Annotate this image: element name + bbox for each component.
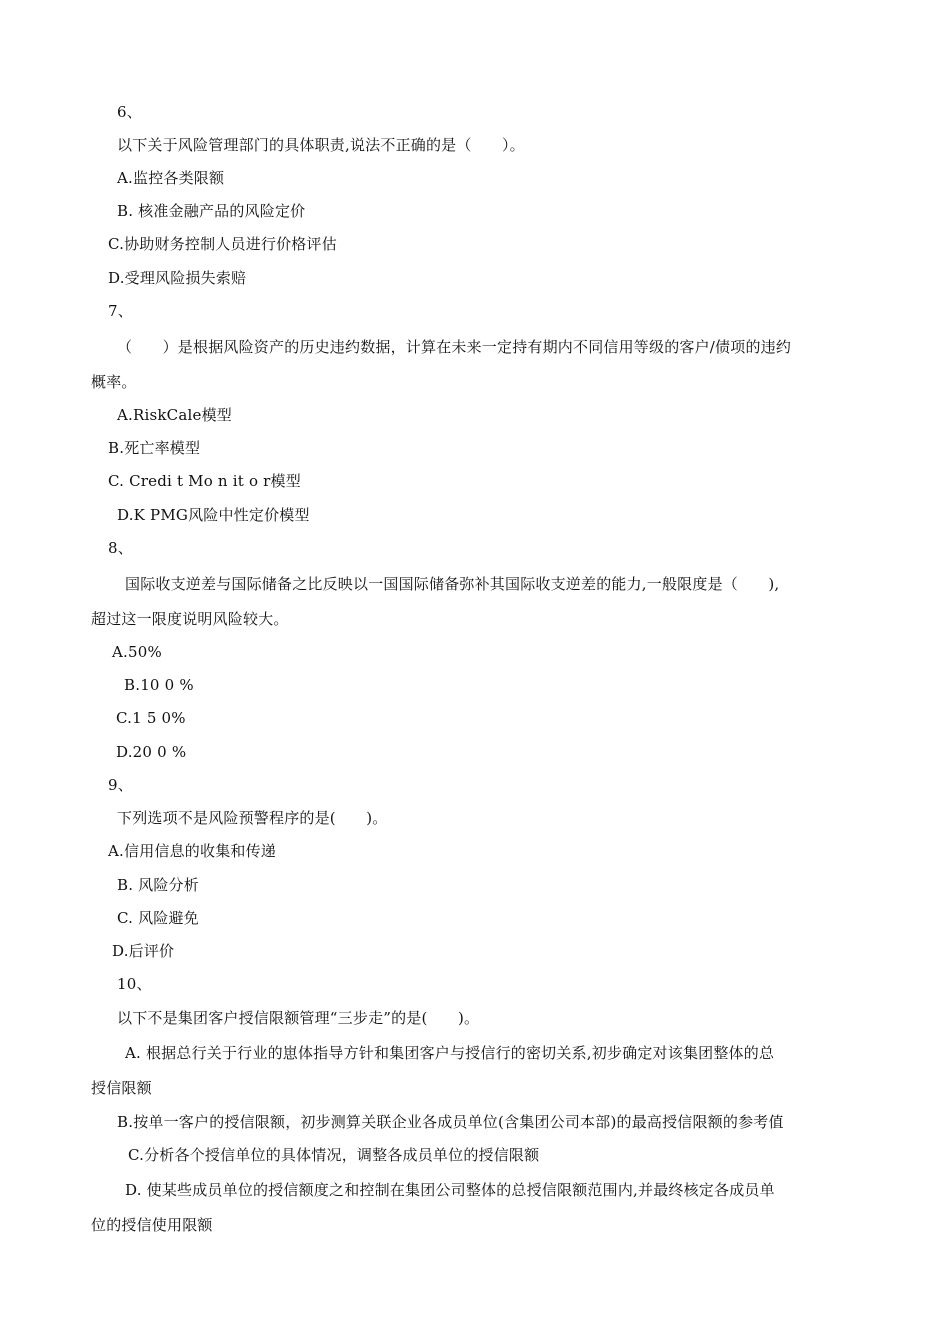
question-6-option-d: D.受理风险损失索赔 xyxy=(108,269,247,287)
question-9-option-c: C. 风险避免 xyxy=(117,909,199,927)
question-10-option-c: C.分析各个授信单位的具体情况，调整各成员单位的授信限额 xyxy=(128,1146,540,1164)
question-7-stem-line-2: 概率。 xyxy=(91,373,137,391)
question-8-stem-line-1: 国际收支逆差与国际储备之比反映以一国国际储备弥补其国际收支逆差的能力,一般限度是（ ), xyxy=(125,575,780,593)
question-8-option-c: C.1 5 0% xyxy=(116,709,186,727)
question-7-option-c: C. Credi t Mo n it o r模型 xyxy=(108,472,301,490)
question-7-option-a: A.RiskCale模型 xyxy=(117,406,232,424)
question-9-option-d: D.后评价 xyxy=(112,942,175,960)
question-7-number: 7、 xyxy=(108,302,133,320)
question-8-option-a: A.50% xyxy=(112,643,162,661)
question-6-option-c: C.协助财务控制人员进行价格评估 xyxy=(108,235,337,253)
question-7-stem-line-1: （ ）是根据风险资产的历史违约数据，计算在未来一定持有期内不同信用等级的客户/债项的违约 xyxy=(117,338,792,356)
question-9-option-a: A.信用信息的收集和传递 xyxy=(108,842,277,860)
question-6-number: 6、 xyxy=(117,103,142,121)
question-7-option-d: D.K PMG风险中性定价模型 xyxy=(117,506,310,524)
question-7-option-b: B.死亡率模型 xyxy=(108,439,201,457)
question-10-option-a-line-2: 授信限额 xyxy=(91,1079,152,1097)
question-8-number: 8、 xyxy=(108,539,133,557)
question-10-number: 10、 xyxy=(117,975,152,993)
question-6-option-b: B. 核准金融产品的风险定价 xyxy=(117,202,306,220)
question-8-option-d: D.20 0 % xyxy=(116,743,187,761)
question-9-number: 9、 xyxy=(108,776,133,794)
question-8-option-b: B.10 0 % xyxy=(124,676,194,694)
question-9-stem: 下列选项不是风险预警程序的是( )。 xyxy=(117,809,388,827)
question-10-option-d-line-2: 位的授信使用限额 xyxy=(91,1216,213,1234)
question-6-stem: 以下关于风险管理部门的具体职责,说法不正确的是（ ）。 xyxy=(117,136,525,154)
question-10-option-b: B.按单一客户的授信限额，初步测算关联企业各成员单位(含集团公司本部)的最高授信限额的参考值 xyxy=(117,1113,784,1131)
question-8-stem-line-2: 超过这一限度说明风险较大。 xyxy=(91,610,289,628)
question-10-option-d-line-1: D. 使某些成员单位的授信额度之和控制在集团公司整体的总授信限额范围内,并最终核定各成员单 xyxy=(125,1181,775,1199)
question-6-option-a: A.监控各类限额 xyxy=(117,169,225,187)
question-10-option-a-line-1: A. 根据总行关于行业的崽体指导方针和集团客户与授信行的密切关系,初步确定对该集团整体的总 xyxy=(125,1044,775,1062)
question-10-stem: 以下不是集团客户授信限额管理“三步走”的是( )。 xyxy=(117,1009,480,1027)
question-9-option-b: B. 风险分析 xyxy=(117,876,199,894)
